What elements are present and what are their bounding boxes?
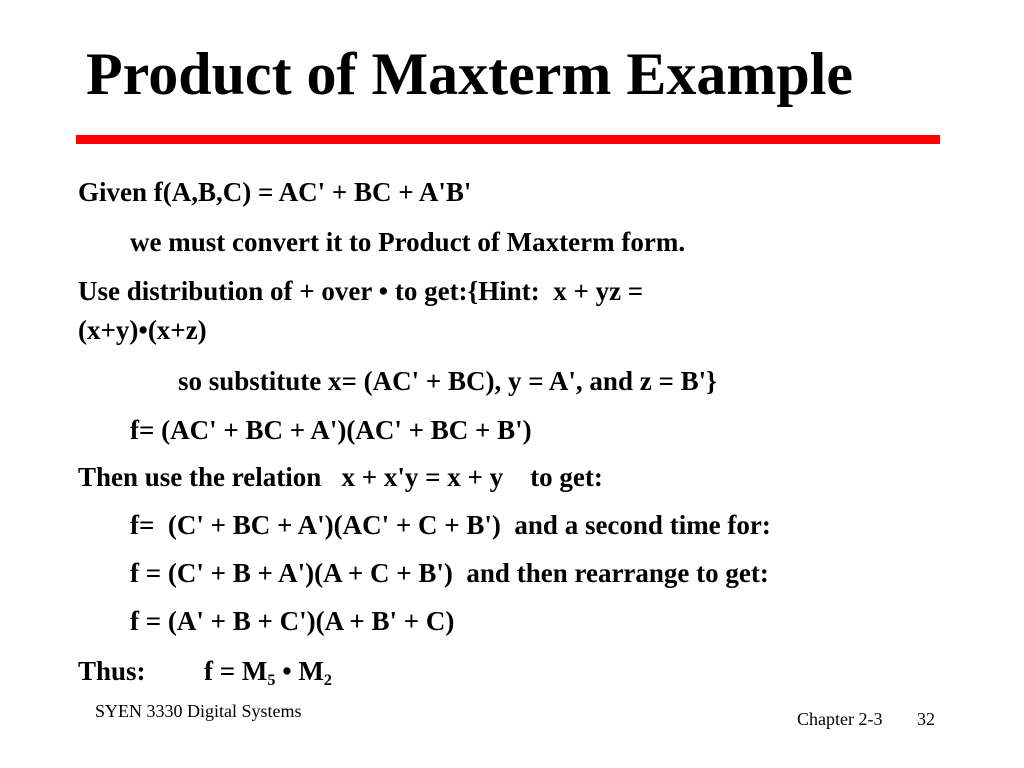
slide-title: Product of Maxterm Example <box>86 41 854 107</box>
thus-prefix: f = M <box>204 656 268 686</box>
footer-course: SYEN 3330 Digital Systems <box>95 701 302 721</box>
thus-expression <box>204 655 332 687</box>
line-distribution-cont: (x+y)•(x+z) <box>78 315 207 345</box>
line-substitute: so substitute x= (AC' + BC), y = A', and z = B'} <box>178 366 717 396</box>
line-f3: f = (C' + B + A')(A + C + B') and then rearrange to get: <box>130 558 769 588</box>
maxterm-index-1: 5 <box>267 671 276 689</box>
line-convert: we must convert it to Product of Maxterm form. <box>130 227 686 257</box>
line-given: Given f(A,B,C) = AC' + BC + A'B' <box>78 177 472 207</box>
maxterm-index-2: 2 <box>323 671 332 689</box>
thus-label: Thus: <box>78 656 146 686</box>
line-f4: f = (A' + B + C')(A + B' + C) <box>130 606 455 636</box>
line-f2: f= (C' + BC + A')(AC' + C + B') and a second time for: <box>130 510 771 540</box>
line-relation: Then use the relation x + x'y = x + y to get: <box>78 462 603 492</box>
line-distribution: Use distribution of + over • to get:{Hint: x + yz = <box>78 276 644 306</box>
footer-chapter: Chapter 2-3 <box>797 709 883 729</box>
line-f1: f= (AC' + BC + A')(AC' + BC + B') <box>130 415 532 445</box>
footer-page-number: 32 <box>917 709 935 729</box>
title-divider <box>76 135 940 144</box>
thus-operator: • M <box>275 656 324 686</box>
